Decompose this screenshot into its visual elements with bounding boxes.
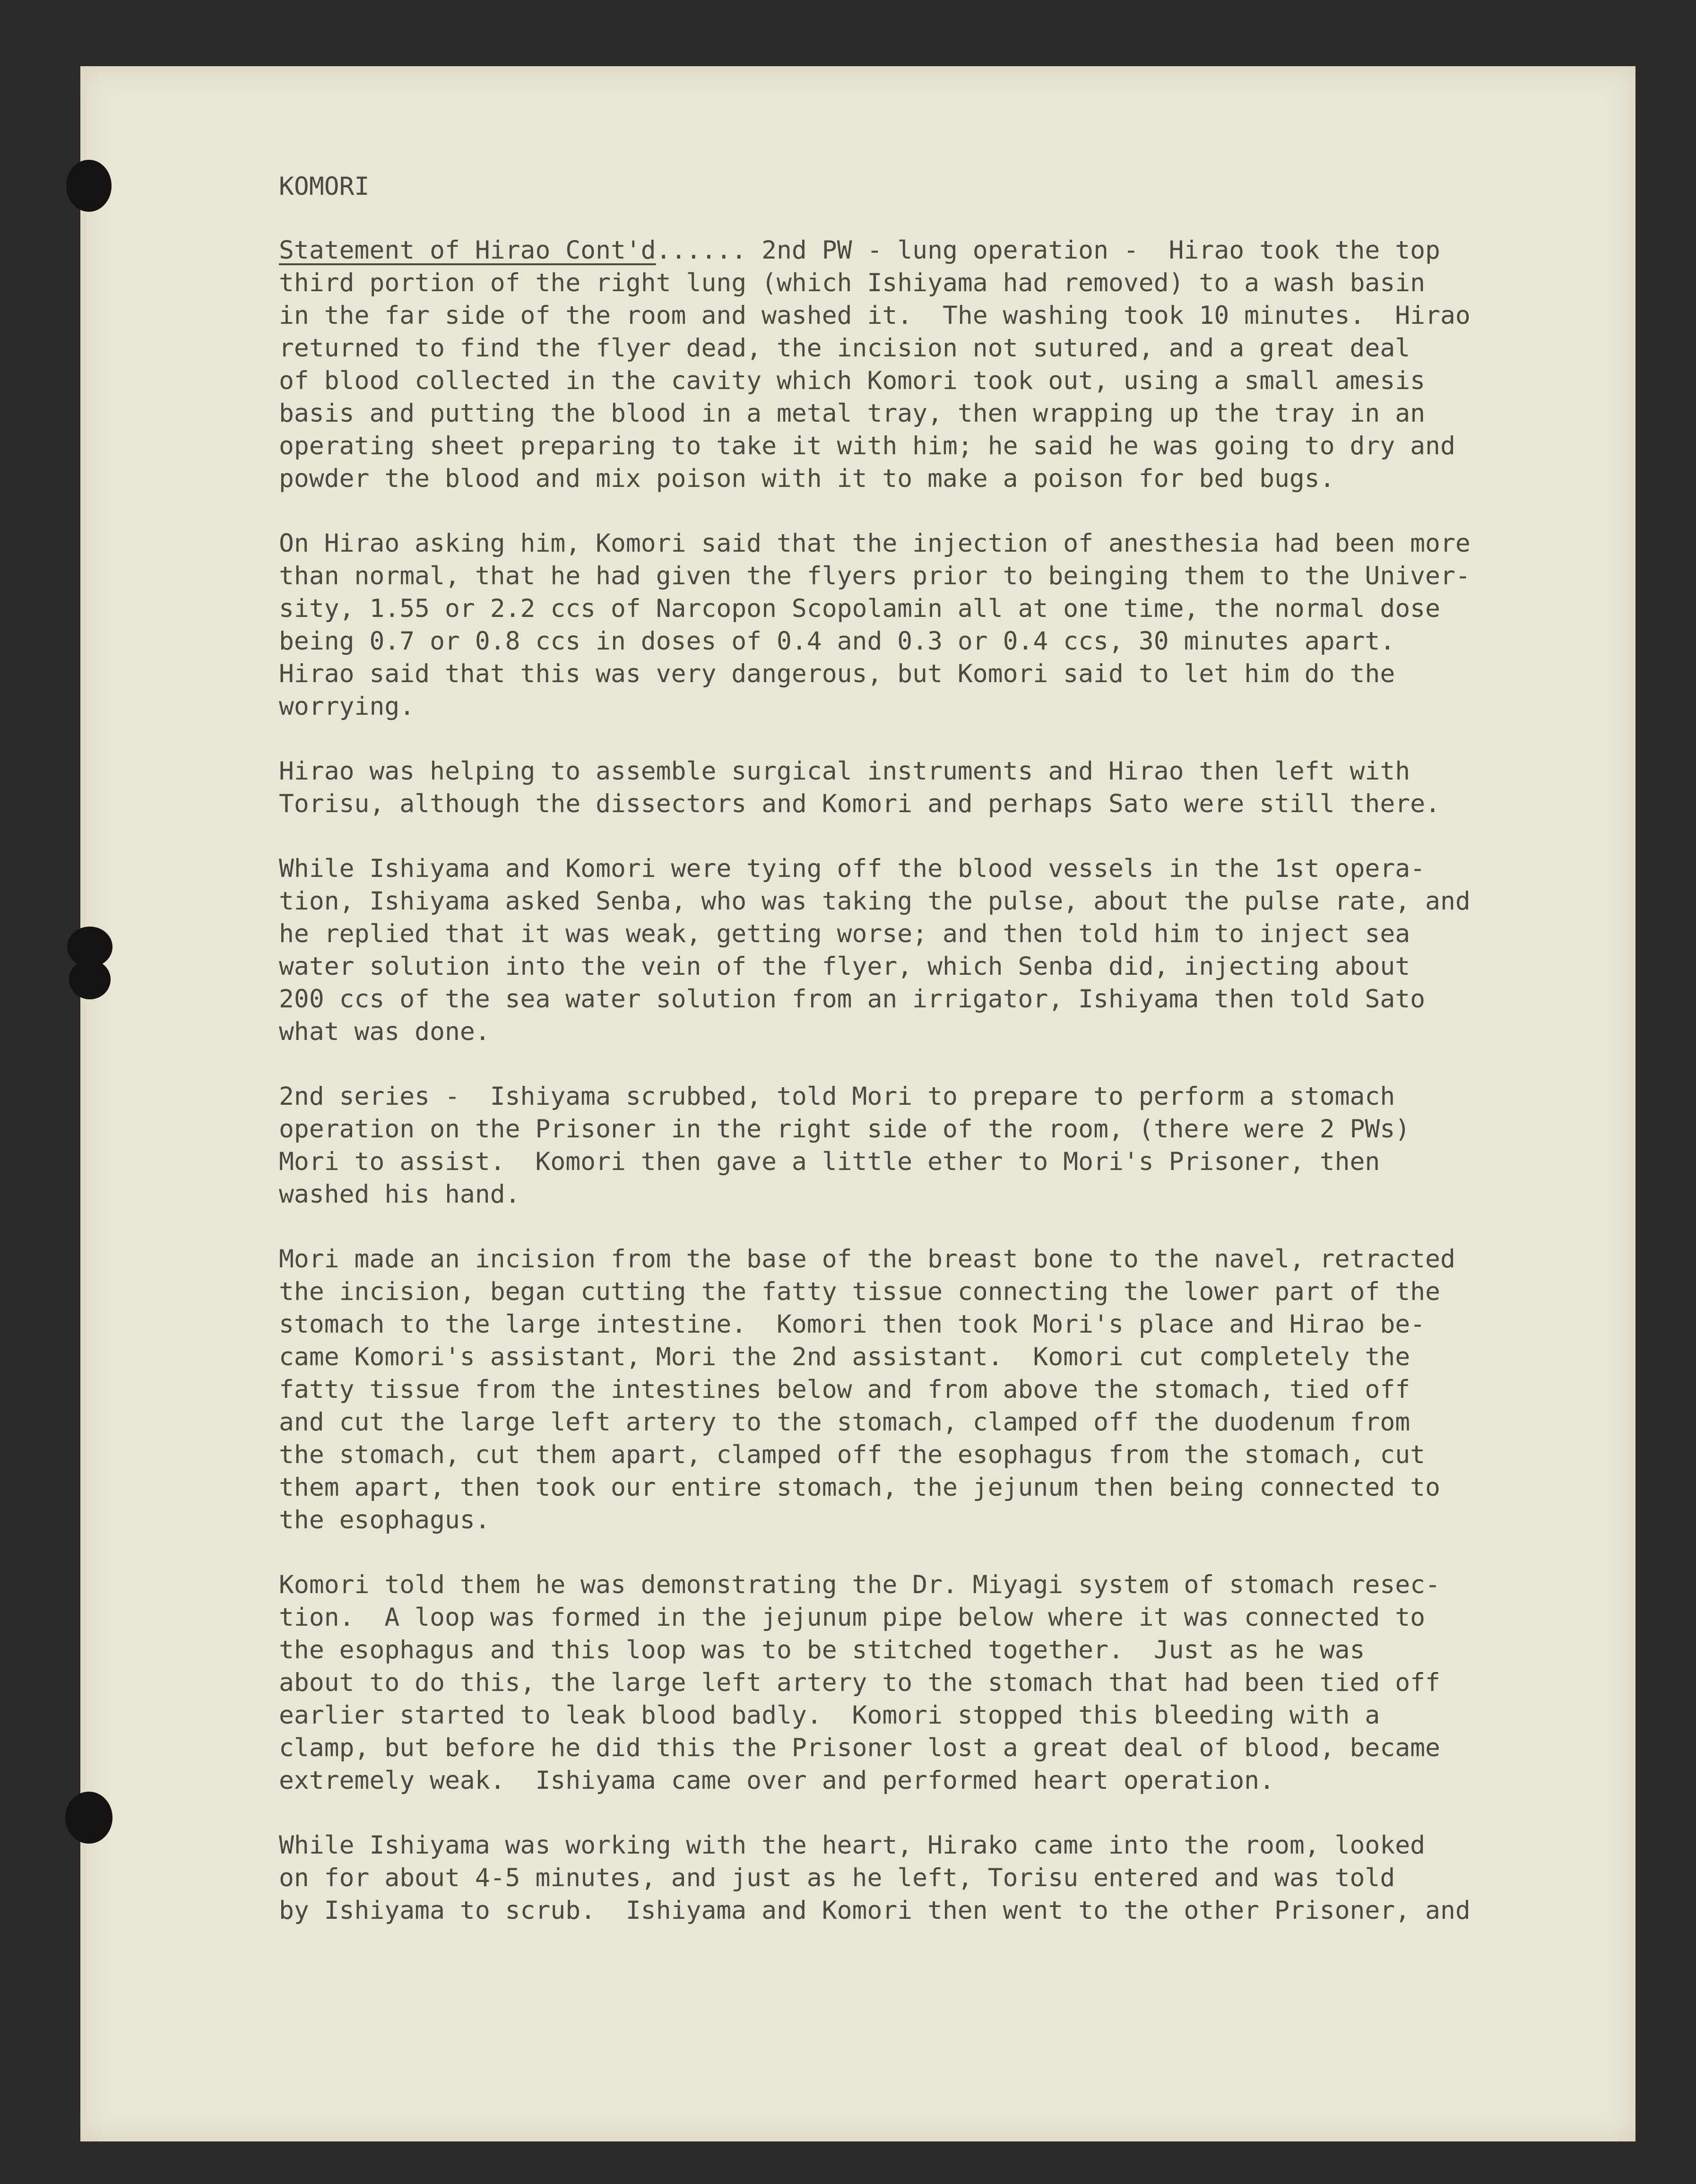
punch-hole-top [66, 160, 112, 212]
paragraph-line: earlier started to leak blood badly. Komori stopped this bleeding with a [279, 1701, 1380, 1730]
paragraph-line: the esophagus and this loop was to be stitched together. Just as he was [279, 1636, 1365, 1664]
paragraph-line: stomach to the large intestine. Komori then took Mori's place and Hirao be- [279, 1310, 1426, 1339]
paragraph-2 [279, 527, 1593, 723]
paragraph-line: Komori told them he was demonstrating the Dr. Miyagi system of stomach resec- [279, 1570, 1440, 1599]
paragraph-line: the stomach, cut them apart, clamped off the esophagus from the stomach, cut [279, 1440, 1426, 1469]
paragraph-5 [279, 1080, 1593, 1211]
paragraph-line: basis and putting the blood in a metal tray, then wrapping up the tray in an [279, 399, 1426, 428]
paragraph-4 [279, 852, 1593, 1048]
paragraph-line: While Ishiyama and Komori were tying off the blood vessels in the 1st opera- [279, 854, 1426, 883]
paragraph-line: washed his hand. [279, 1180, 520, 1209]
punch-hole-bottom [65, 1792, 112, 1844]
paragraph-line: of blood collected in the cavity which Komori took out, using a small amesis [279, 366, 1426, 395]
paragraph-line: what was done. [279, 1017, 490, 1046]
paragraph-line: Torisu, although the dissectors and Komori and perhaps Sato were still there. [279, 789, 1440, 818]
paragraph-line: than normal, that he had given the flyers prior to beinging them to the Univer- [279, 562, 1471, 590]
paragraph-line: the incision, began cutting the fatty tissue connecting the lower part of the [279, 1277, 1440, 1306]
paragraph-line: returned to find the flyer dead, the incision not sutured, and a great deal [279, 334, 1410, 363]
paragraph-line: them apart, then took our entire stomach, the jejunum then being connected to [279, 1473, 1440, 1502]
paragraph-line-text: ...... 2nd PW - lung operation - Hirao took the top [656, 236, 1440, 265]
paragraph-line: clamp, but before he did this the Prisoner lost a great deal of blood, became [279, 1733, 1440, 1762]
paragraph-line: and cut the large left artery to the stomach, clamped off the duodenum from [279, 1408, 1410, 1437]
paragraph-line: by Ishiyama to scrub. Ishiyama and Komori then went to the other Prisoner, and [279, 1896, 1471, 1925]
paragraph-line: On Hirao asking him, Komori said that the injection of anesthesia had been more [279, 529, 1471, 558]
paragraph-line: operation on the Prisoner in the right side of the room, (there were 2 PWs) [279, 1115, 1410, 1144]
paragraph-line: Mori made an incision from the base of the breast bone to the navel, retracted [279, 1245, 1455, 1274]
paragraph-line: tion, Ishiyama asked Senba, who was taking the pulse, about the pulse rate, and [279, 887, 1471, 916]
paragraph-8 [279, 1829, 1593, 1927]
page-header: KOMORI [279, 172, 370, 201]
paragraph-7 [279, 1569, 1593, 1797]
paragraph-line: 2nd series - Ishiyama scrubbed, told Mori to prepare to perform a stomach [279, 1082, 1395, 1111]
paragraph-1 [279, 234, 1593, 495]
paragraph-line: Mori to assist. Komori then gave a little ether to Mori's Prisoner, then [279, 1147, 1380, 1176]
paragraph-line: he replied that it was weak, getting worse; and then told him to inject sea [279, 919, 1410, 948]
paragraph-line: sity, 1.55 or 2.2 ccs of Narcopon Scopolamin all at one time, the normal dose [279, 594, 1440, 623]
paragraph-line: 200 ccs of the sea water solution from an irrigator, Ishiyama then told Sato [279, 985, 1426, 1014]
paragraph-line: about to do this, the large left artery to the stomach that had been tied off [279, 1668, 1440, 1697]
paragraph-6 [279, 1243, 1593, 1536]
punch-hole-middle-lower [69, 960, 111, 999]
paragraph-line: being 0.7 or 0.8 ccs in doses of 0.4 and 0.3 or 0.4 ccs, 30 minutes apart. [279, 627, 1395, 656]
paragraph-line: powder the blood and mix poison with it to make a poison for bed bugs. [279, 464, 1335, 493]
paragraph-line: in the far side of the room and washed it. The washing took 10 minutes. Hirao [279, 301, 1471, 330]
paragraph-line: Hirao was helping to assemble surgical instruments and Hirao then left with [279, 757, 1410, 786]
paragraph-line: worrying. [279, 692, 415, 721]
paragraph-3 [279, 755, 1593, 820]
paragraph-line: came Komori's assistant, Mori the 2nd assistant. Komori cut completely the [279, 1343, 1410, 1371]
paragraph-line: Hirao said that this was very dangerous, but Komori said to let him do the [279, 659, 1395, 688]
paragraph-line: While Ishiyama was working with the heart, Hirako came into the room, looked [279, 1831, 1426, 1860]
paragraph-line: water solution into the vein of the flyer, which Senba did, injecting about [279, 952, 1410, 981]
paragraph-line: fatty tissue from the intestines below and from above the stomach, tied off [279, 1375, 1410, 1404]
paragraph-line: the esophagus. [279, 1506, 490, 1534]
typed-statement [279, 170, 1593, 1959]
statement-title: Statement of Hirao Cont'd [279, 236, 656, 265]
paragraph-line: extremely weak. Ishiyama came over and performed heart operation. [279, 1766, 1274, 1795]
paragraph-line [279, 234, 1593, 267]
paragraph-line: on for about 4-5 minutes, and just as he left, Torisu entered and was told [279, 1863, 1395, 1892]
paragraph-line: tion. A loop was formed in the jejunum pipe below where it was connected to [279, 1603, 1426, 1632]
paragraph-line: operating sheet preparing to take it with him; he said he was going to dry and [279, 432, 1455, 460]
paragraph-line: third portion of the right lung (which Ishiyama had removed) to a wash basin [279, 269, 1426, 297]
